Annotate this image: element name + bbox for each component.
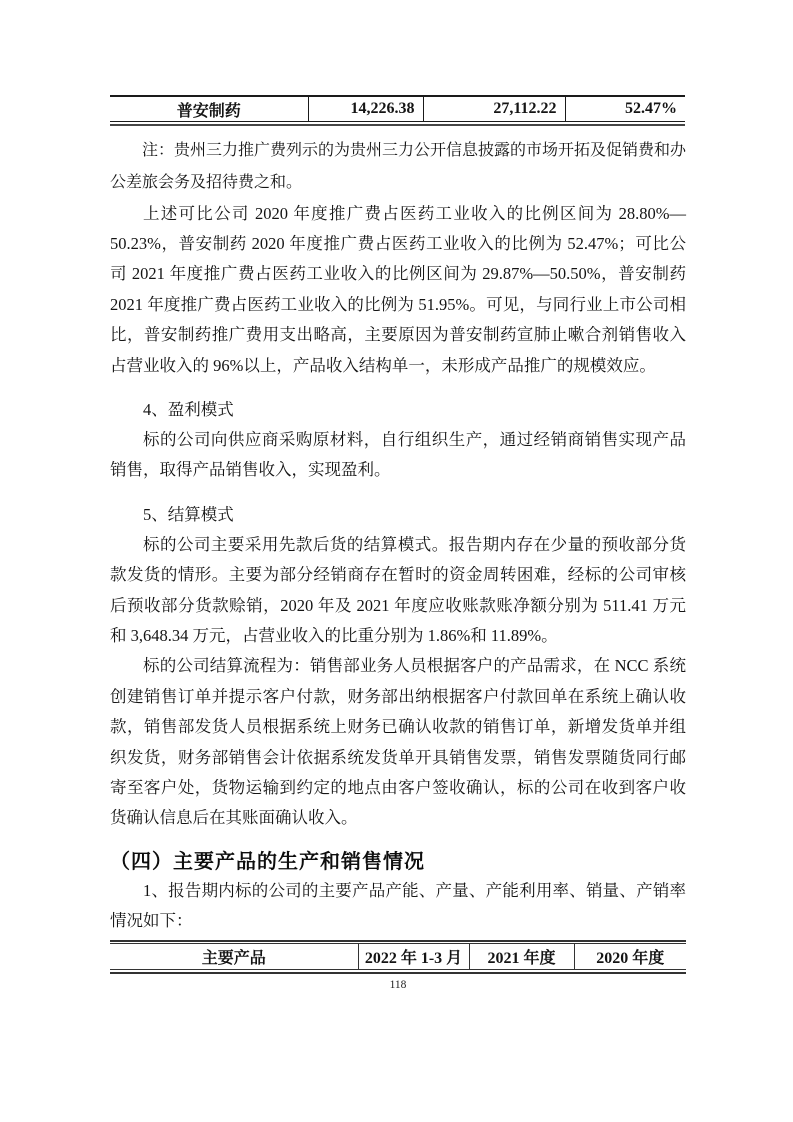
table-row bbox=[110, 96, 685, 122]
header-cell-2021: 2021 年度 bbox=[469, 944, 574, 970]
promotion-fee-comparison-table bbox=[110, 95, 685, 126]
paragraph-production-intro: 1、报告期内标的公司的主要产品产能、产量、产能利用率、销量、产销率情况如下： bbox=[110, 880, 686, 931]
heading-settlement-model: 5、结算模式 bbox=[143, 504, 234, 524]
header-cell-main-product: 主要产品 bbox=[110, 944, 358, 970]
paragraph-settlement-model: 标的公司主要采用先款后货的结算模式。报告期内存在少量的预收部分货款发货的情形。主要为部分经销商存在暂时的资金周转困难，经标的公司审核后预收部分货款赊销，2020 年及 2021 年度应收账款账净额分别为 511.41 万元和 3,648.34 万元，占营业收入的比重分别为 1.86%和 11.89%。 bbox=[110, 534, 686, 645]
header-cell-2022-q1: 2022 年 1-3 月 bbox=[358, 944, 469, 970]
table-cell-company: 普安制药 bbox=[110, 96, 308, 122]
paragraph-settlement-process: 标的公司结算流程为：销售部业务人员根据客户的产品需求，在 NCC 系统创建销售订单并提示客户付款，财务部出纳根据客户付款回单在系统上确认收款，销售部发货人员根据系统上财务已确认收款的销售订单，新增发货单并组织发货，财务部销售会计依据系统发货单开具销售发票，销售发票随货同行邮寄至客户处，货物运输到约定的地点由客户签收确认，标的公司在收到客户收货确认信息后在其账面确认收入。 bbox=[110, 656, 686, 828]
table-cell-promotion-fee: 14,226.38 bbox=[308, 96, 423, 122]
page-number: 118 bbox=[389, 978, 407, 991]
heading-profit-model: 4、盈利模式 bbox=[143, 399, 234, 419]
paragraph-profit-model: 标的公司向供应商采购原材料，自行组织生产，通过经销商销售实现产品销售，取得产品销售收入，实现盈利。 bbox=[110, 429, 686, 480]
header-cell-2020: 2020 年度 bbox=[596, 950, 665, 968]
table-cell-industry-revenue: 27,112.22 bbox=[423, 96, 565, 122]
table-cell-ratio: 52.47% bbox=[625, 100, 677, 117]
page-content bbox=[110, 95, 686, 991]
table-note: 注：贵州三力推广费列示的为贵州三力公开信息披露的市场开拓及促销费和办公差旅会务及招待费之和。 bbox=[110, 141, 687, 191]
table-header-row bbox=[110, 944, 686, 970]
production-sales-table bbox=[110, 940, 686, 974]
paragraph-promotion-fee-comparison: 上述可比公司 2020 年度推广费占医药工业收入的比例区间为 28.80%—50.23%，普安制药 2020 年度推广费占医药工业收入的比例为 52.47%；可比公司 2021 年度推广费占医药工业收入的比例区间为 29.87%—50.50%，普安制药 2021 年度推广费占医药工业收入的比例为 51.95%。可见，与同行业上市公司相比，普安制药推广费用支出略高，主要原因为普安制药宣肺止嗽合剂销售收入占营业收入的 96%以上，产品收入结构单一，未形成产品推广的规模效应。 bbox=[110, 203, 686, 375]
section-heading-production-sales: （四）主要产品的生产和销售情况 bbox=[110, 850, 425, 873]
